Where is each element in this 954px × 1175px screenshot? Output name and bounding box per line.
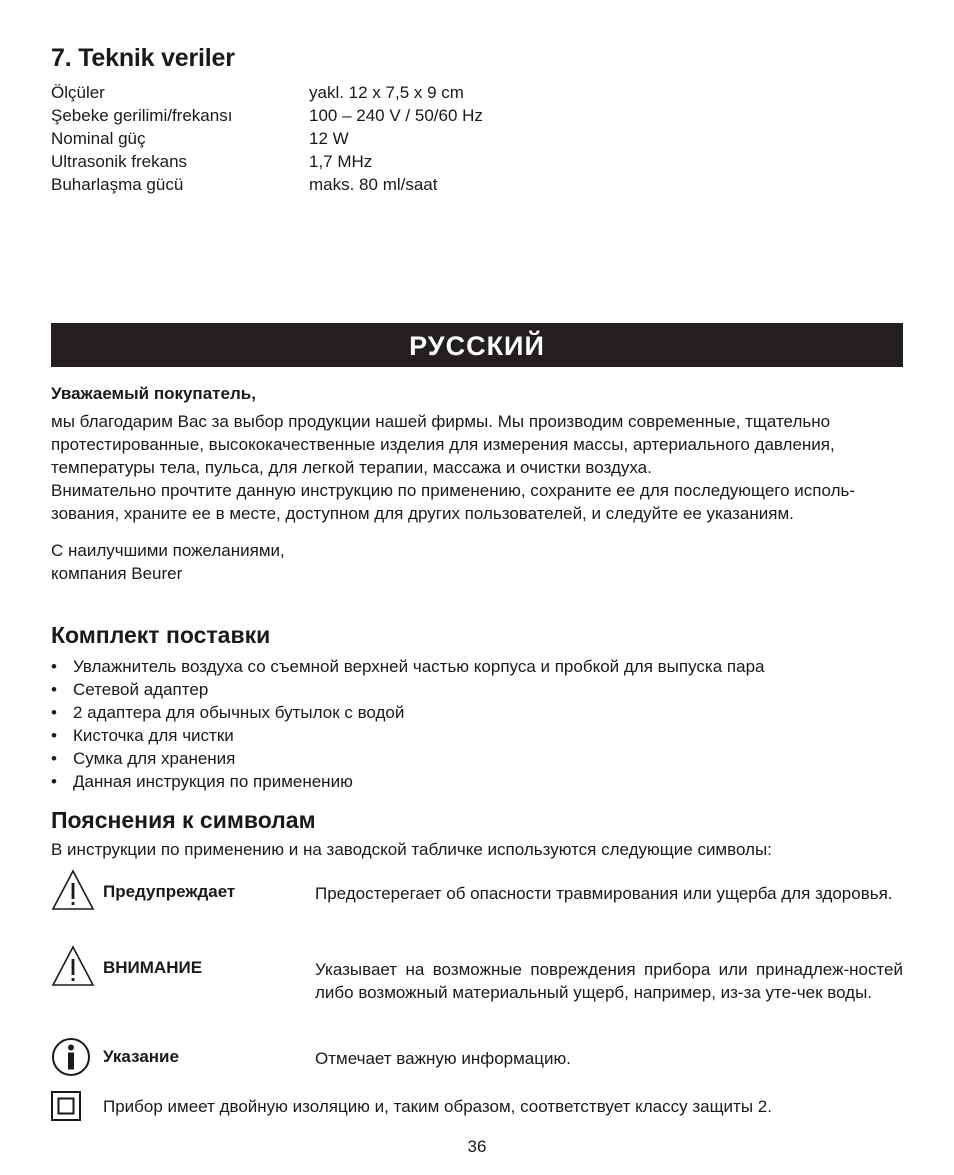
tech-title: 7. Teknik veriler (51, 44, 235, 72)
symbol-description: Отмечает важную информацию. (315, 1049, 571, 1068)
spec-value: 12 W (309, 129, 349, 148)
symbol-description: Указывает на возможные повреждения прибора или принадлеж-ностей либо возможный материальный ущерб, например, из-за уте-чек воды. (315, 960, 903, 1002)
list-item: • Сетевой адаптер (51, 678, 764, 701)
delivery-title: Комплект поставки (51, 622, 271, 648)
greeting-line: протестированные, высококачественные изделия для измерения массы, артериального давления, (51, 435, 835, 454)
greeting-line: зования, храните ее в месте, доступном для других пользователей, и следуйте ее указаниям. (51, 504, 794, 523)
spec-row (51, 150, 651, 173)
warning-triangle-icon (51, 945, 95, 992)
spec-row (51, 173, 651, 196)
delivery-list (51, 655, 764, 793)
symbol-label: ВНИМАНИЕ (103, 958, 203, 977)
spec-label: Nominal güç (51, 129, 146, 148)
spec-label: Ultrasonik frekans (51, 152, 188, 171)
greeting-text (51, 410, 903, 525)
closing-line: С наилучшими пожеланиями, (51, 541, 285, 560)
spec-value: 100 – 240 V / 50/60 Hz (309, 106, 483, 125)
greeting-closing (51, 539, 903, 585)
spec-row (51, 81, 651, 104)
spec-label: Ölçüler (51, 83, 105, 102)
info-icon (51, 1037, 91, 1082)
greeting-line: Внимательно прочтите данную инструкцию по применению, сохраните ее для последующего исполь- (51, 481, 856, 500)
symbol-label: Указание (103, 1047, 179, 1066)
greeting-line: мы благодарим Вас за выбор продукции нашей фирмы. Мы производим современные, тщательно (51, 412, 831, 431)
spec-value: yakl. 12 x 7,5 x 9 cm (309, 83, 464, 102)
spec-table (51, 81, 651, 196)
greeting-title: Уважаемый покупатель, (51, 384, 256, 403)
double-insulation-icon (51, 1091, 81, 1126)
greeting-line: температуры тела, пульса, для легкой терапии, массажа и очистки воздуха. (51, 458, 652, 477)
list-item: • 2 адаптера для обычных бутылок с водой (51, 701, 764, 724)
spec-label: Buharlaşma gücü (51, 175, 184, 194)
spec-value: maks. 80 ml/saat (309, 175, 438, 194)
list-item: • Сумка для хранения (51, 747, 764, 770)
class2-text: Прибор имеет двойную изоляцию и, таким образом, соответствует классу защиты 2. (103, 1097, 772, 1116)
symbols-title: Пояснения к символам (51, 807, 316, 833)
symbols-intro: В инструкции по применению и на заводской табличке используются следующие символы: (51, 840, 772, 859)
spec-value: 1,7 MHz (309, 152, 373, 171)
language-band: РУССКИЙ (51, 323, 903, 367)
spec-label: Şebeke gerilimi/frekansı (51, 106, 233, 125)
list-item: • Увлажнитель воздуха со съемной верхней частью корпуса и пробкой для выпуска пара (51, 655, 764, 678)
spec-row (51, 104, 651, 127)
list-item: • Данная инструкция по применению (51, 770, 764, 793)
page-number: 36 (467, 1137, 487, 1156)
symbol-description: Предостерегает об опасности травмирования или ущерба для здоровья. (315, 884, 893, 903)
spec-row (51, 127, 651, 150)
symbol-label: Предупреждает (103, 882, 236, 901)
warning-triangle-icon (51, 869, 95, 916)
list-item: • Кисточка для чистки (51, 724, 764, 747)
closing-line: компания Beurer (51, 564, 183, 583)
